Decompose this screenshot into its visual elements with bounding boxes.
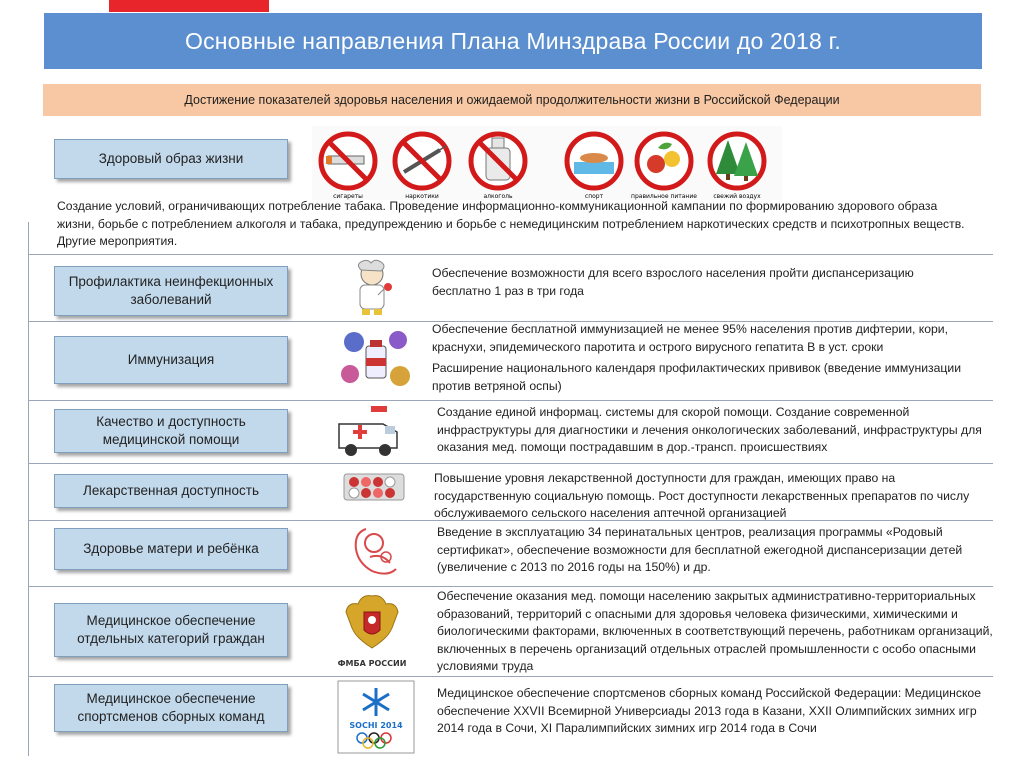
sochi-caption: SOCHI 2014 (349, 721, 403, 730)
description-drug-availability: Повышение уровня лекарственной доступности для граждан, имеющих право на государственную социальную помощь. Рост доступности лекарственных препаратов по числу обслуживаемого сельского населения аптечной организацией (434, 471, 970, 520)
row-divider-vertical (28, 222, 29, 255)
description-prevention: Обеспечение возможности для всего взрослого населения пройти диспансеризацию бесплатно 1 раз в три года (432, 266, 914, 298)
description-immunization: Обеспечение бесплатной иммунизацией не менее 95% населения против дифтерии, кори, краснухи, эпидемического паротита и острого вирусного гепатита В в уст. сроки Расширение национального календаря профилактических прививок (введение иммунизации против ветряной оспы) (432, 321, 977, 395)
mother-child-icon (346, 523, 406, 579)
category-label-prevention: Профилактика неинфекционных заболеваний (54, 266, 288, 316)
pills-icon (342, 470, 408, 504)
title-banner (44, 13, 982, 69)
icon-caption: сигареты (333, 193, 363, 200)
category-label-drug-availability: Лекарственная доступность (54, 474, 288, 508)
doctor-icon (348, 259, 400, 317)
category-label-healthy-lifestyle: Здоровый образ жизни (54, 139, 288, 179)
description-mother-child: Введение в эксплуатацию 34 перинатальных центров, реализация программы «Родовый сертификат», обеспечение возможности для бесплатной ежегодной диспансеризации детей (увеличение с 2013 по 2016 годы на 150%) и др. (437, 525, 963, 574)
icon-caption: правильное питание (631, 193, 697, 200)
fmba-emblem-icon (337, 590, 407, 672)
category-label-special-categories: Медицинское обеспечение отдельных категорий граждан (54, 603, 288, 657)
ambulance-icon (333, 404, 415, 460)
row-divider-vertical (28, 521, 29, 587)
description-quality-of-care: Создание единой информац. системы для скорой помощи. Создание современной инфраструктуры для диагностики и лечения онкологических заболеваний, инфраструктуры для оказания мед. помощи пострадавшим в дор.-трансп. происшествиях (437, 405, 982, 454)
icon-caption: наркотики (405, 193, 439, 200)
subtitle: Достижение показателей здоровья населения и ожидаемой продолжительности жизни в Российской Федерации (184, 93, 840, 107)
fmba-caption: ФМБА РОССИИ (337, 659, 407, 668)
row-divider-vertical (28, 322, 29, 401)
subtitle-banner (43, 84, 981, 116)
vaccine-icon (340, 328, 412, 390)
row-divider-vertical (28, 255, 29, 322)
icon-caption: алкоголь (483, 193, 513, 200)
description-special-categories: Обеспечение оказания мед. помощи населению закрытых административно-территориальных образований, территорий с опасными для здоровья человека физическими, химическими и биологическими факторами, включенных в соответствующий перечень, работникам организаций, включенных в перечень организаций отдельных отраслей промышленности с особо опасными условиями труда (437, 589, 993, 673)
icon-caption: спорт (584, 193, 604, 200)
category-label-athletes: Медицинское обеспечение спортсменов сборных команд (54, 684, 288, 732)
category-label-quality-of-care: Качество и доступность медицинской помощи (54, 409, 288, 453)
row-divider-vertical (28, 401, 29, 464)
row-divider-vertical (28, 587, 29, 677)
row-divider-vertical (28, 464, 29, 521)
row-divider-vertical (28, 677, 29, 756)
lifestyle-icons-strip (312, 126, 782, 200)
description-athletes: Медицинское обеспечение спортсменов сборных команд Российской Федерации: Медицинское обеспечение XXVII Всемирной Универсиады 2013 года в Казани, XXII Олимпийских зимних игр 2014 года в Сочи, XI Паралимпийских зимних игр 2014 года в Сочи (437, 686, 981, 735)
category-label-mother-child: Здоровье матери и ребёнка (54, 528, 288, 570)
description-immunization-extra: Расширение национального календаря профилактических прививок (введение иммунизации против ветряной оспы) (432, 361, 962, 393)
sochi-2014-logo-icon (337, 680, 415, 754)
category-label-immunization: Иммунизация (54, 336, 288, 384)
accent-bar (109, 0, 269, 12)
icon-caption: свежий воздух (713, 193, 761, 200)
description-healthy-lifestyle: Создание условий, ограничивающих потребление табака. Проведение информационно-коммуникационной кампании по формированию здорового образа жизни, борьбе с потреблением алкоголя и табака, предупреждению и борьбе с немедицинским потреблением наркотических средств и психотропных веществ. Другие мероприятия. (57, 199, 965, 248)
page-title: Основные направления Плана Минздрава России до 2018 г. (184, 27, 841, 54)
